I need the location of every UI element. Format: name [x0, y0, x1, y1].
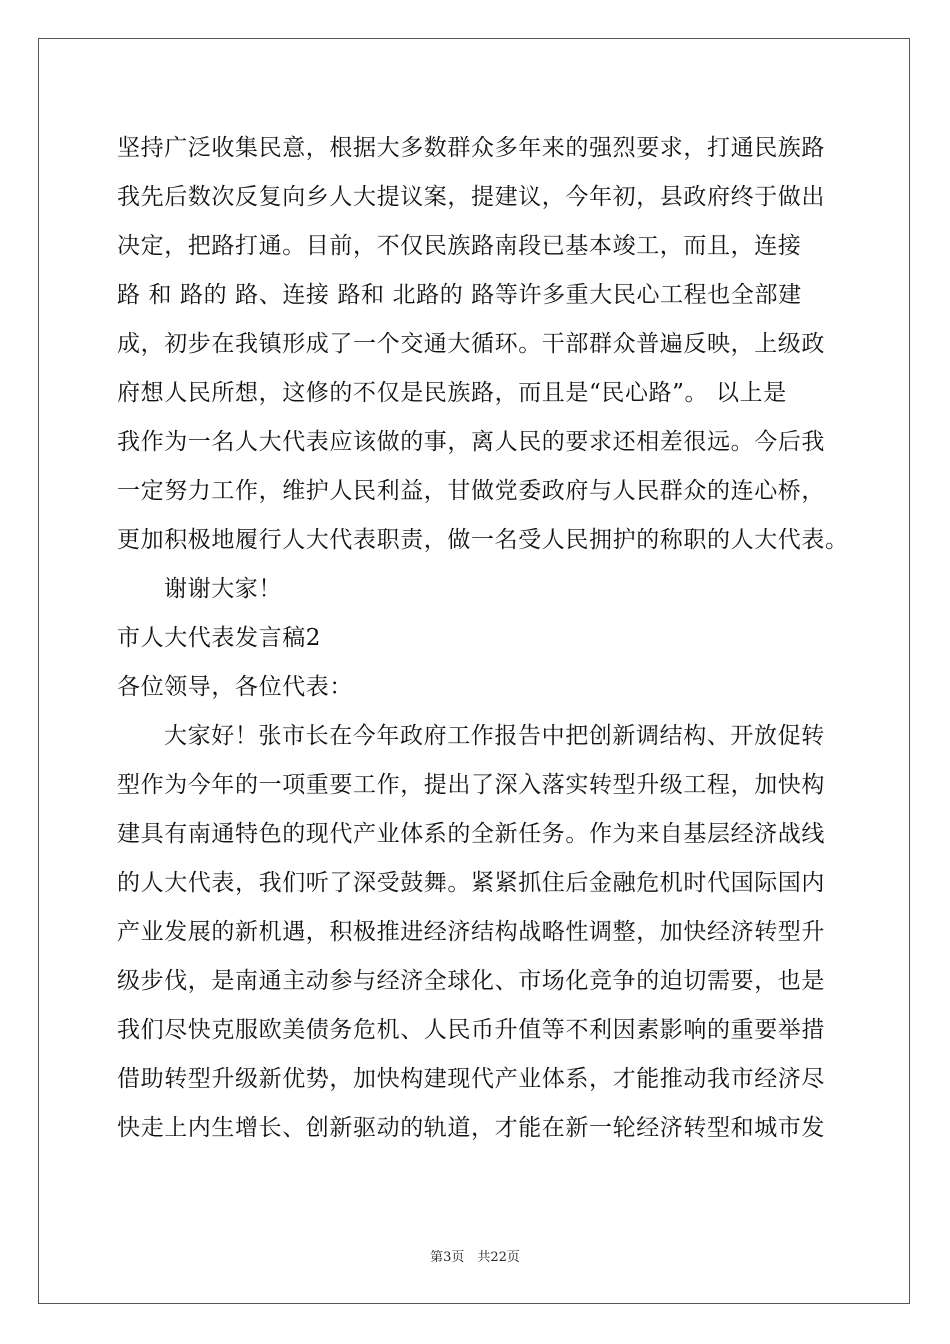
- text-line: 建具有南通特色的现代产业体系的全新任务。作为来自基层经济战线: [117, 821, 825, 847]
- salutation: 各位领导，各位代表：: [117, 674, 353, 700]
- text-line: 决定，把路打通。目前，不仅民族路南段已基本竣工，而且，连接: [117, 233, 802, 259]
- text-line: 借助转型升级新优势，加快构建现代产业体系，才能推动我市经济尽: [117, 1066, 825, 1092]
- text-line: 型作为今年的一项重要工作，提出了深入落实转型升级工程，加快构: [117, 772, 825, 798]
- text-line: 产业发展的新机遇，积极推进经济结构战略性调整，加快经济转型升: [117, 919, 825, 945]
- text-line: 的人大代表，我们听了深受鼓舞。紧紧抓住后金融危机时代国际国内: [117, 870, 825, 896]
- text-line: 级步伐，是南通主动参与经济全球化、市场化竞争的迫切需要，也是: [117, 968, 825, 994]
- text-line: 坚持广泛收集民意，根据大多数群众多年来的强烈要求，打通民族路: [117, 135, 825, 161]
- text-line: 路 和 路的 路、连接 路和 北路的 路等许多重大民心工程也全部建: [117, 282, 802, 308]
- text-line: 我们尽快克服欧美债务危机、人民币升值等不利因素影响的重要举措: [117, 1017, 825, 1043]
- document-body: [117, 128, 847, 1157]
- text-line: 我作为一名人大代表应该做的事，离人民的要求还相差很远。今后我: [117, 429, 825, 455]
- closing-thanks: 谢谢大家！: [164, 576, 282, 602]
- text-line: 更加积极地履行人大代表职责，做一名受人民拥护的称职的人大代表。: [117, 527, 849, 553]
- text-line: 一定努力工作，维护人民利益，甘做党委政府与人民群众的连心桥，: [117, 478, 825, 504]
- page-number-footer: 第3页 共22页: [430, 1250, 520, 1265]
- text-line: 快走上内生增长、创新驱动的轨道，才能在新一轮经济转型和城市发: [117, 1115, 825, 1141]
- text-line: 大家好！张市长在今年政府工作报告中把创新调结构、开放促转: [164, 723, 825, 749]
- text-line: 成，初步在我镇形成了一个交通大循环。干部群众普遍反映，上级政: [117, 331, 825, 357]
- section-title: 市人大代表发言稿2: [117, 625, 322, 651]
- text-line: 府想人民所想，这修的不仅是民族路，而且是“民心路”。 以上是: [117, 380, 787, 406]
- text-line: 我先后数次反复向乡人大提议案，提建议，今年初，县政府终于做出: [117, 184, 825, 210]
